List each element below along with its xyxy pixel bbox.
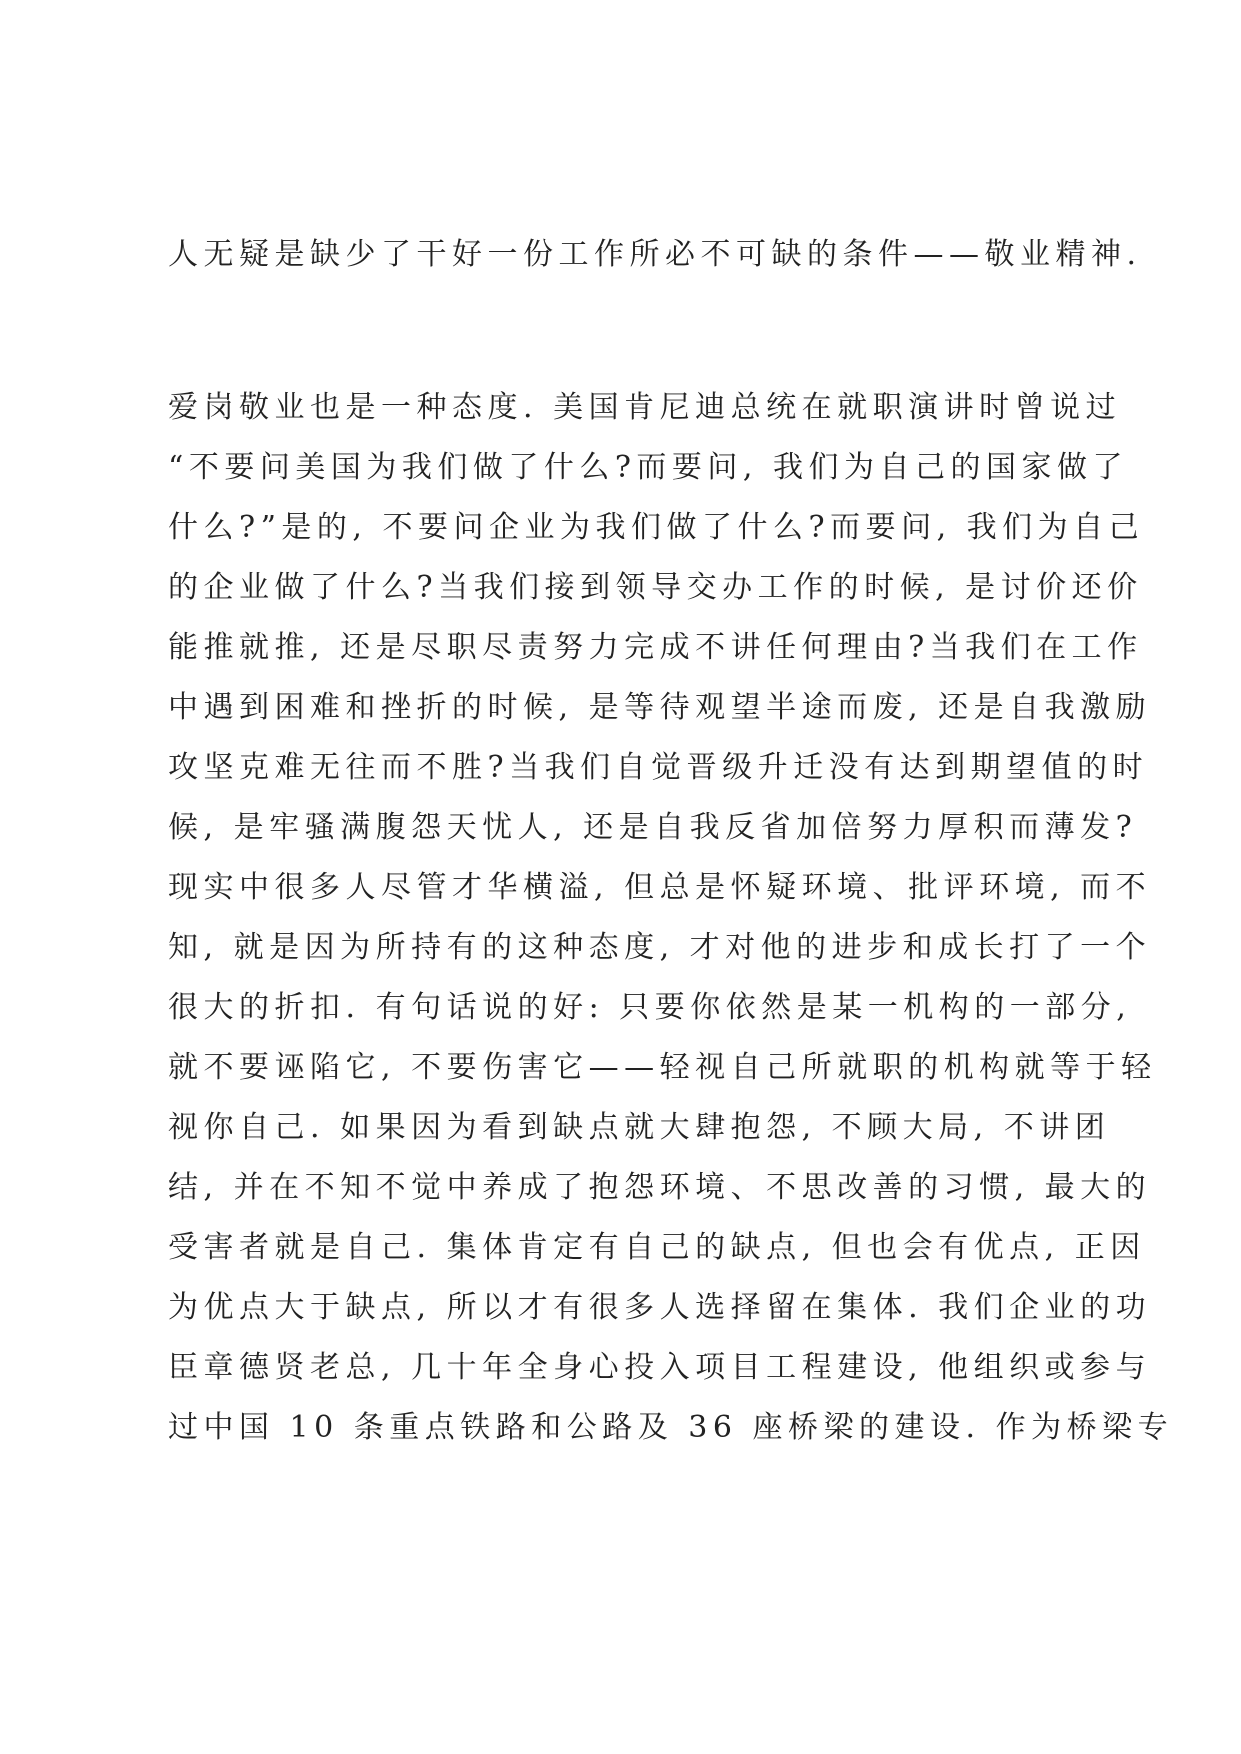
paragraph-1-line-1: 人无疑是缺少了干好一份工作所必不可缺的条件——敬业精神. (168, 237, 1142, 272)
paragraph-2-line-10: 知, 就是因为所持有的这种态度, 才对他的进步和成长打了一个 (168, 930, 1152, 965)
paragraph-2-line-8: 候, 是牢骚满腹怨天忧人, 还是自我反省加倍努力厚积而薄发? (168, 810, 1138, 845)
paragraph-2-line-5: 能推就推, 还是尽职尽责努力完成不讲任何理由?当我们在工作 (168, 630, 1143, 665)
paragraph-2-line-17: 臣章德贤老总, 几十年全身心投入项目工程建设, 他组织或参与 (168, 1350, 1152, 1385)
paragraph-2-line-6: 中遇到困难和挫折的时候, 是等待观望半途而废, 还是自我激励 (168, 690, 1152, 725)
paragraph-2-line-1: 爱岗敬业也是一种态度. 美国肯尼迪总统在就职演讲时曾说过 (168, 390, 1122, 425)
paragraph-2-line-13: 视你自己. 如果因为看到缺点就大肆抱怨, 不顾大局, 不讲团 (168, 1110, 1111, 1145)
paragraph-2-line-3: 什么?”是的, 不要问企业为我们做了什么?而要问, 我们为自己 (168, 510, 1145, 545)
paragraph-2-line-15: 受害者就是自己. 集体肯定有自己的缺点, 但也会有优点, 正因 (168, 1230, 1146, 1265)
paragraph-2-line-16: 为优点大于缺点, 所以才有很多人选择留在集体. 我们企业的功 (168, 1290, 1152, 1325)
paragraph-2-line-18: 过中国 10 条重点铁路和公路及 36 座桥梁的建设. 作为桥梁专 (168, 1410, 1174, 1445)
paragraph-2-line-11: 很大的折扣. 有句话说的好: 只要你依然是某一机构的一部分, (168, 990, 1132, 1025)
paragraph-2-line-2: “不要问美国为我们做了什么?而要问, 我们为自己的国家做了 (168, 450, 1128, 485)
paragraph-2-line-9: 现实中很多人尽管才华横溢, 但总是怀疑环境、批评环境, 而不 (168, 870, 1152, 905)
paragraph-2-line-4: 的企业做了什么?当我们接到领导交办工作的时候, 是讨价还价 (168, 570, 1143, 605)
paragraph-2-line-14: 结, 并在不知不觉中养成了抱怨环境、不思改善的习惯, 最大的 (168, 1170, 1152, 1205)
paragraph-2-line-12: 就不要诬陷它, 不要伤害它——轻视自己所就职的机构就等于轻 (168, 1050, 1157, 1085)
paragraph-2-line-7: 攻坚克难无往而不胜?当我们自觉晋级升迁没有达到期望值的时 (168, 750, 1149, 785)
